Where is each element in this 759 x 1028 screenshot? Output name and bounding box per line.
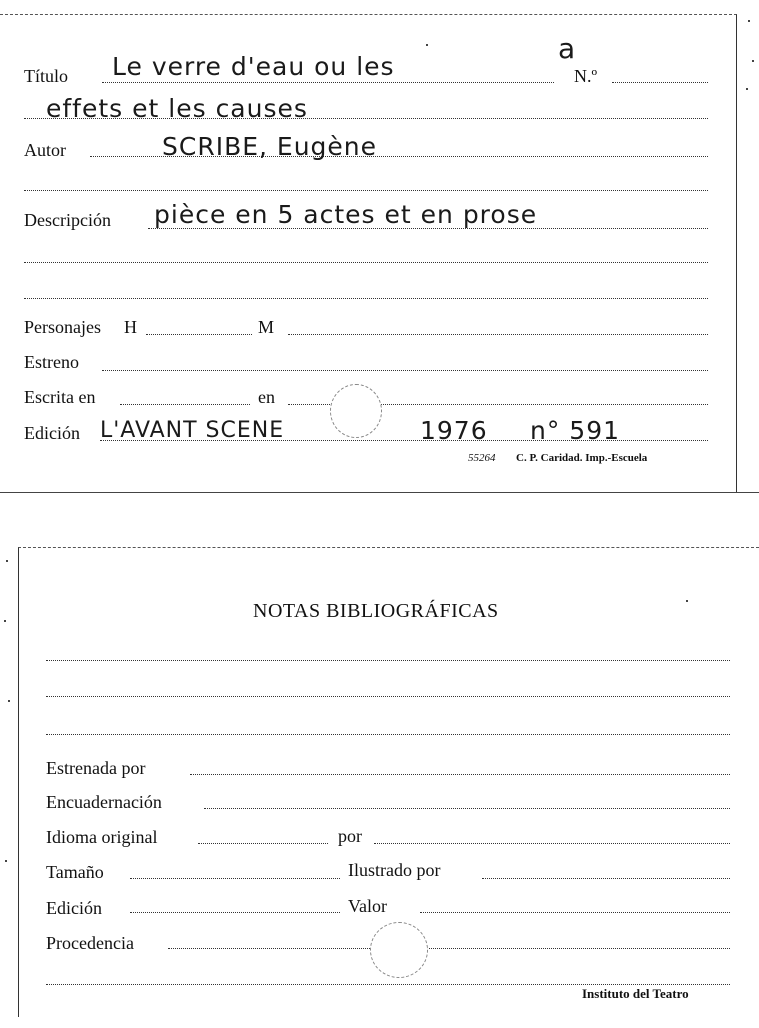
autor-label: Autor bbox=[24, 140, 66, 160]
edicion-year: 1976 bbox=[420, 416, 488, 445]
titulo-value: Le verre d'eau ou les bbox=[112, 52, 395, 81]
edicion-back-line bbox=[130, 912, 340, 913]
autor-line-2 bbox=[24, 190, 708, 191]
por-label: por bbox=[338, 826, 362, 846]
punch-hole bbox=[330, 384, 382, 438]
encuadernacion-line bbox=[204, 808, 730, 809]
tamano-label: Tamaño bbox=[46, 862, 104, 882]
scan-speck bbox=[5, 860, 7, 862]
valor-line bbox=[420, 912, 730, 913]
edicion-label: Edición bbox=[24, 423, 80, 443]
estreno-line bbox=[102, 370, 708, 371]
notas-line-last bbox=[46, 984, 730, 985]
scan-speck bbox=[752, 60, 754, 62]
tamano-line bbox=[130, 878, 340, 879]
numero-line bbox=[612, 82, 708, 83]
escrita-line bbox=[120, 404, 250, 405]
notas-line-1 bbox=[46, 660, 730, 661]
edicion-back-label: Edición bbox=[46, 898, 102, 918]
descripcion-line-3 bbox=[24, 298, 708, 299]
estrenada-label: Estrenada por bbox=[46, 758, 146, 778]
personajes-label: Personajes bbox=[24, 317, 101, 337]
m-line bbox=[288, 334, 708, 335]
estrenada-line bbox=[190, 774, 730, 775]
escrita-label: Escrita en bbox=[24, 387, 96, 407]
valor-label: Valor bbox=[348, 896, 387, 916]
procedencia-label: Procedencia bbox=[46, 933, 134, 953]
card-separator bbox=[0, 492, 759, 493]
autor-value: SCRIBE, Eugène bbox=[162, 132, 378, 161]
descripcion-label: Descripción bbox=[24, 210, 111, 230]
institution-label: Instituto del Teatro bbox=[582, 986, 689, 1001]
descripcion-line-2 bbox=[24, 262, 708, 263]
marker-value: a bbox=[558, 32, 577, 65]
ilustrado-label: Ilustrado por bbox=[348, 860, 441, 880]
idioma-label: Idioma original bbox=[46, 827, 158, 847]
por-line bbox=[374, 843, 730, 844]
scan-speck bbox=[686, 600, 688, 602]
descripcion-value: pièce en 5 actes et en prose bbox=[154, 200, 538, 229]
notas-heading: NOTAS BIBLIOGRÁFICAS bbox=[253, 600, 499, 622]
encuadernacion-label: Encuadernación bbox=[46, 792, 162, 812]
scan-speck bbox=[6, 560, 8, 562]
edicion-publisher: L'AVANT SCENE bbox=[100, 418, 285, 443]
edicion-number: n° 591 bbox=[530, 416, 621, 445]
m-label: M bbox=[258, 317, 275, 337]
printer-name: C. P. Caridad. Imp.-Escuela bbox=[516, 452, 648, 464]
idioma-line bbox=[198, 843, 328, 844]
notas-line-3 bbox=[46, 734, 730, 735]
procedencia-line bbox=[168, 948, 730, 949]
en-label: en bbox=[258, 387, 275, 407]
h-label: H bbox=[124, 317, 137, 337]
scan-speck bbox=[748, 20, 750, 22]
numero-label: N.º bbox=[574, 66, 598, 86]
punch-hole-back bbox=[370, 922, 428, 978]
titulo-label: Título bbox=[24, 66, 68, 86]
ilustrado-line bbox=[482, 878, 730, 879]
scan-speck bbox=[746, 88, 748, 90]
titulo-value-cont: effets et les causes bbox=[46, 94, 308, 123]
scan-speck bbox=[8, 700, 10, 702]
notas-line-2 bbox=[46, 696, 730, 697]
titulo-line bbox=[102, 82, 554, 83]
estreno-label: Estreno bbox=[24, 352, 79, 372]
scan-speck bbox=[4, 620, 6, 622]
scan-speck bbox=[426, 44, 428, 46]
printer-code: 55264 bbox=[468, 452, 496, 464]
h-line bbox=[146, 334, 252, 335]
